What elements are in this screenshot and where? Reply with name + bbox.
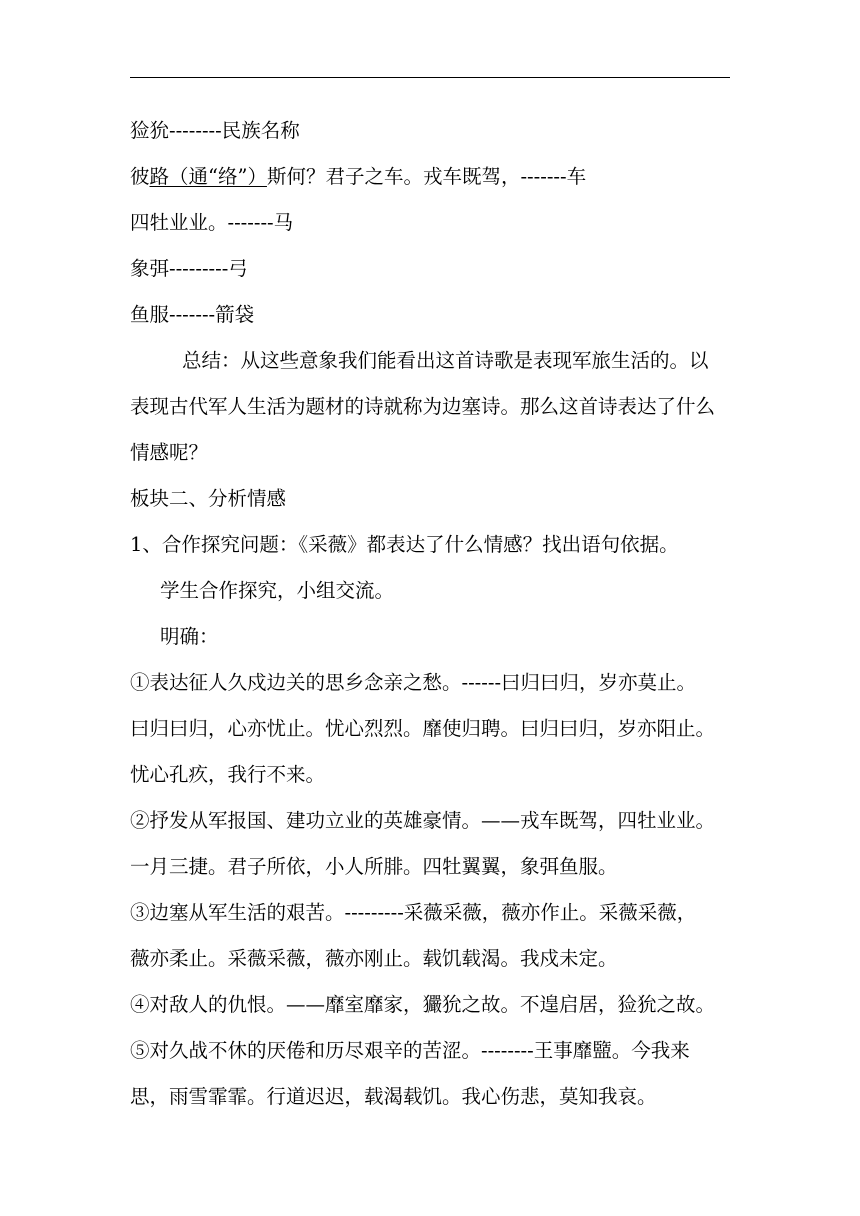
text-line: 鱼服-------箭袋 <box>130 303 255 326</box>
text-line: 表现古代军人生活为题材的诗就称为边塞诗。那么这首诗表达了什么 <box>130 395 716 418</box>
text-segment: 彼 <box>130 165 150 188</box>
text-line: 薇亦柔止。采薇采薇，薇亦刚止。载饥载渴。我戍未定。 <box>130 947 618 970</box>
summary-paragraph: 总结：从这些意象我们能看出这首诗歌是表现军旅生活的。以 <box>182 349 709 372</box>
text-line: 明确： <box>160 625 219 648</box>
text-line: 一月三捷。君子所依，小人所腓。四牡翼翼，象弭鱼服。 <box>130 855 618 878</box>
question-line: 1、合作探究问题：《采薇》都表达了什么情感？找出语句依据。 <box>130 533 679 556</box>
list-item: ⑤对久战不休的厌倦和历尽艰辛的苦涩。--------王事靡盬。今我来 <box>130 1039 690 1062</box>
underlined-annotation: 路（通“络”） <box>149 165 267 188</box>
list-item: ④对敌人的仇恨。——靡室靡家，玁狁之故。不遑启居，猃狁之故。 <box>130 993 716 1016</box>
header-rule <box>130 77 730 78</box>
text-line: 象弭---------弓 <box>130 257 248 280</box>
section-heading: 板块二、分析情感 <box>130 487 287 510</box>
text-line: 曰归曰归，心亦忧止。忧心烈烈。靡使归聘。曰归曰归，岁亦阳止。 <box>130 717 716 740</box>
text-line: 情感呢？ <box>130 441 209 464</box>
list-item: ③边塞从军生活的艰苦。---------采薇采薇，薇亦作止。采薇采薇， <box>130 901 697 924</box>
text-line <box>130 154 734 200</box>
text-line: 学生合作探究，小组交流。 <box>160 579 395 602</box>
document-body <box>130 108 734 1120</box>
list-item: ②抒发从军报国、建功立业的英雄豪情。——戎车既驾，四牡业业。 <box>130 809 716 832</box>
text-segment: 斯何？君子之车。戎车既驾，-------车 <box>266 165 587 188</box>
list-item: ①表达征人久戍边关的思乡念亲之愁。------曰归曰归，岁亦莫止。 <box>130 671 697 694</box>
text-line: 忧心孔疚，我行不来。 <box>130 763 326 786</box>
text-line: 思，雨雪霏霏。行道迟迟，载渴载饥。我心伤悲，莫知我哀。 <box>130 1085 657 1108</box>
text-line: 猃狁--------民族名称 <box>130 119 300 142</box>
text-line: 四牡业业。-------马 <box>130 211 294 234</box>
